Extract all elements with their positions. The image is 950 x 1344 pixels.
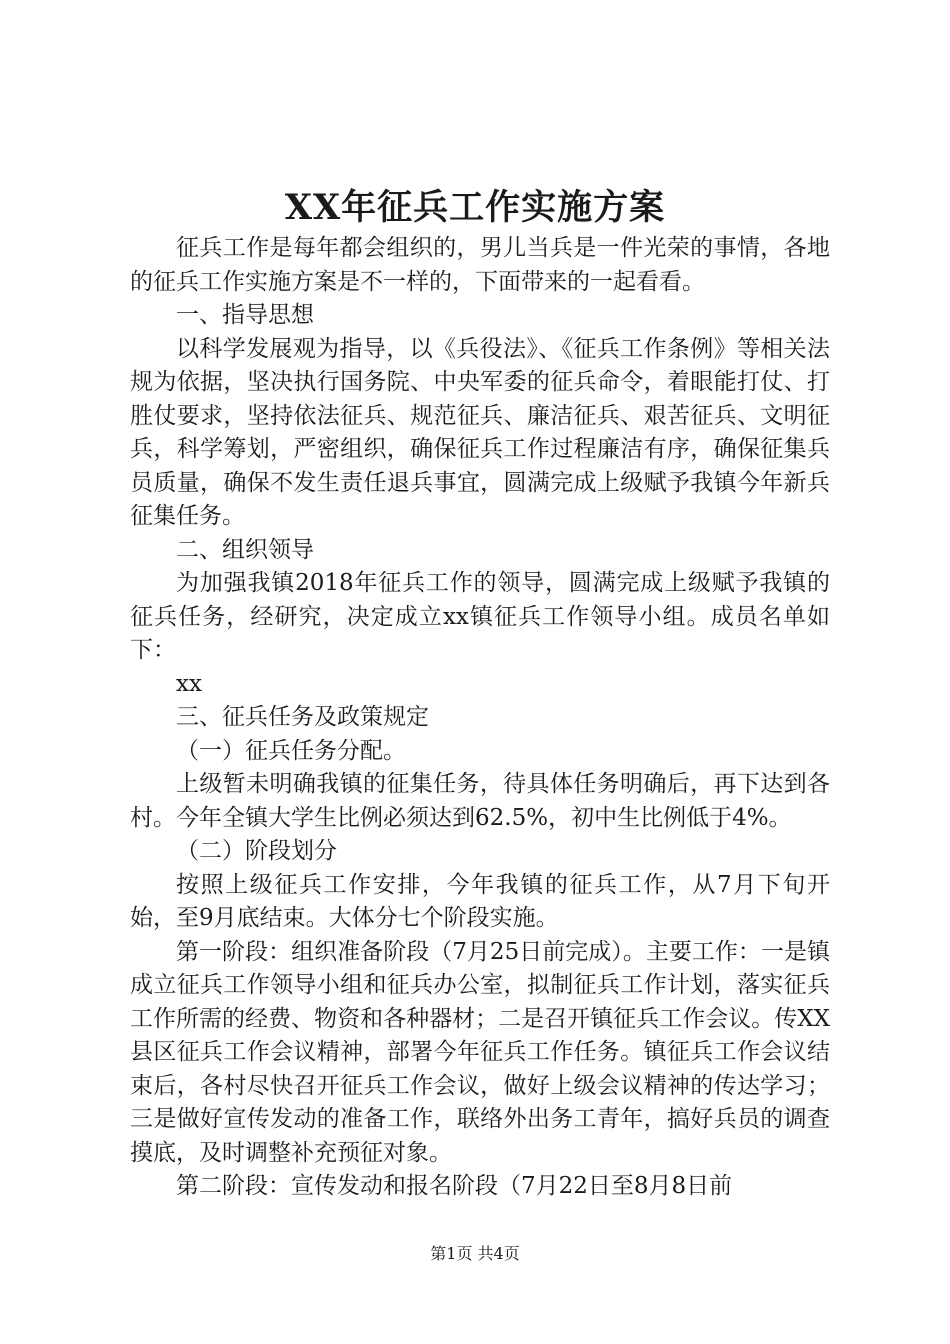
document-body — [130, 232, 830, 1204]
stage-division-paragraph: 按照上级征兵工作安排，今年我镇的征兵工作，从7月下旬开始，至9月底结束。大体分七个阶段实施。 — [130, 871, 830, 931]
subheading-task-allocation: （一）征兵任务分配。 — [176, 737, 406, 764]
organization-paragraph: 为加强我镇2018年征兵工作的领导，圆满完成上级赋予我镇的征兵任务，经研究，决定成立xx镇征兵工作领导小组。成员名单如下： — [130, 570, 830, 663]
section-heading-guiding-ideology: 一、指导思想 — [176, 302, 314, 328]
guiding-ideology-paragraph: 以科学发展观为指导，以《兵役法》、《征兵工作条例》等相关法规为依据，坚决执行国务院、中央军委的征兵命令，着眼能打仗、打胜仗要求，坚持依法征兵、规范征兵、廉洁征兵、艰苦征兵、文明征兵，科学筹划，严密组织，确保征兵工作过程廉洁有序，确保征集兵员质量，确保不发生责任退兵事宜，圆满完成上级赋予我镇今年新兵征集任务。 — [130, 335, 830, 529]
stage-one-paragraph: 第一阶段：组织准备阶段（7月25日前完成）。主要工作：一是镇成立征兵工作领导小组和征兵办公室，拟制征兵工作计划，落实征兵工作所需的经费、物资和各种器材；二是召开镇征兵工作会议。传XX县区征兵工作会议精神，部署今年征兵工作任务。镇征兵工作会议结束后，各村尽快召开征兵工作会议，做好上级会议精神的传达学习；三是做好宣传发动的准备工作，联络外出务工青年，搞好兵员的调查摸底，及时调整补充预征对象。 — [130, 938, 830, 1166]
stage-two-paragraph: 第二阶段：宣传发动和报名阶段（7月22日至8月8日前 — [176, 1173, 733, 1199]
member-list-placeholder: xx — [176, 670, 202, 697]
task-allocation-paragraph: 上级暂未明确我镇的征集任务，待具体任务明确后，再下达到各村。今年全镇大学生比例必须达到62.5%，初中生比例低于4%。 — [130, 771, 830, 831]
document-title: XX年征兵工作实施方案 — [284, 187, 666, 228]
section-heading-tasks-policy: 三、征兵任务及政策规定 — [176, 704, 429, 730]
intro-paragraph: 征兵工作是每年都会组织的，男儿当兵是一件光荣的事情，各地的征兵工作实施方案是不一样的，下面带来的一起看看。 — [130, 235, 830, 295]
page-footer: 第1页 共4页 — [430, 1244, 520, 1263]
subheading-stage-division: （二）阶段划分 — [176, 838, 337, 864]
section-heading-organization: 二、组织领导 — [176, 536, 314, 563]
